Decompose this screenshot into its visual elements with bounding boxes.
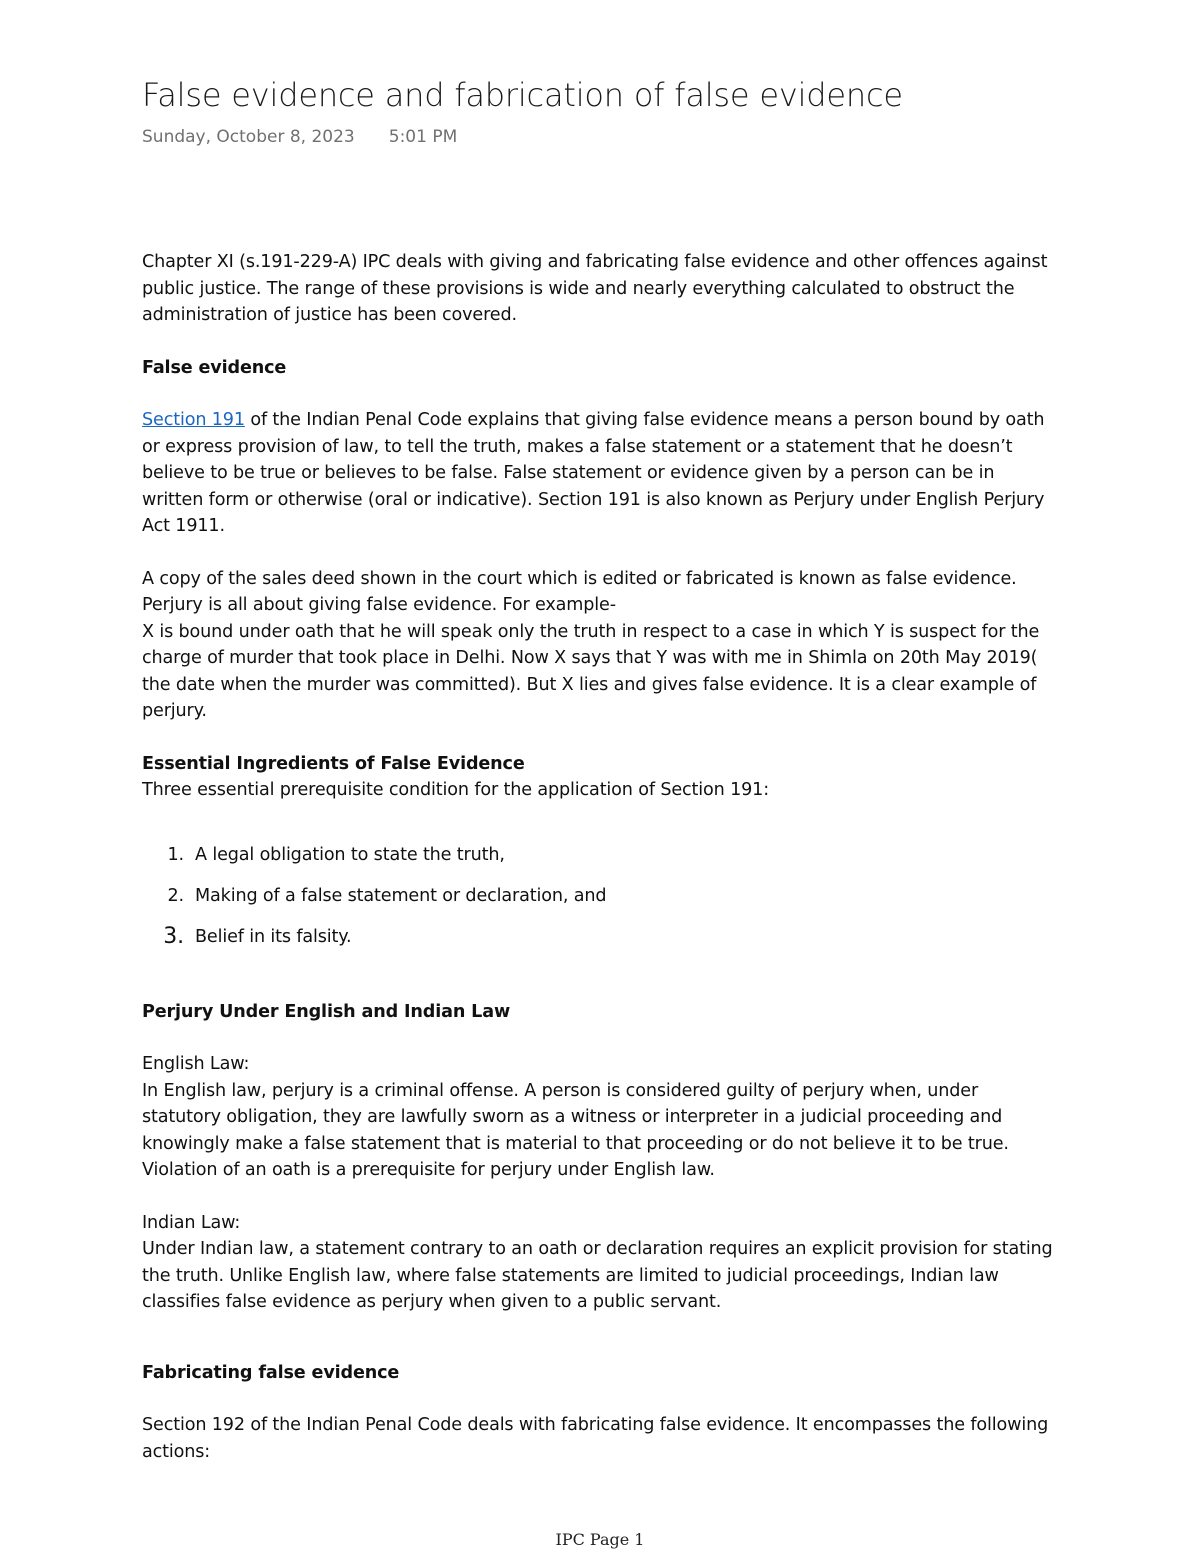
heading-perjury-law: Perjury Under English and Indian Law bbox=[142, 1001, 511, 1022]
page-title: False evidence and fabrication of false evidence bbox=[142, 76, 903, 114]
section-191-text: of the Indian Penal Code explains that giving false evidence means a person bound by oath or express provision of law, to tell the truth, makes a false statement or a statement that he doesn’t believe to be true or believes to be false. False statement or evidence given by a person can be in written form or otherwise (oral or indicative). Section 191 is also known as Perjury under English Perjury Act 1911. bbox=[142, 410, 1045, 536]
list-number: 1. bbox=[167, 844, 184, 865]
list-item bbox=[142, 883, 1057, 909]
intro-paragraph: Chapter XI (s.191-229-A) IPC deals with giving and fabricating false evidence and other offences against public justice. The range of these provisions is wide and nearly everything calculated to obstruct the administration of justice has been covered. bbox=[142, 252, 1048, 325]
note-body bbox=[142, 249, 1057, 1465]
list-number: 2. bbox=[167, 885, 184, 906]
list-item-text: Belief in its falsity. bbox=[195, 926, 352, 947]
ingredients-list bbox=[142, 842, 1057, 950]
section-191-link[interactable]: Section 191 bbox=[142, 410, 245, 430]
heading-essential-ingredients: Essential Ingredients of False Evidence bbox=[142, 753, 525, 774]
sales-deed-line: A copy of the sales deed shown in the court which is edited or fabricated is known as false evidence. bbox=[142, 568, 1017, 589]
section-191-paragraph bbox=[142, 407, 1057, 540]
heading-false-evidence: False evidence bbox=[142, 357, 287, 378]
page-footer: IPC Page 1 bbox=[555, 1530, 645, 1549]
indian-law-paragraph: Under Indian law, a statement contrary to an oath or declaration requires an explicit provision for stating the truth. Unlike English law, where false statements are limited to judicial proceedings, Indian law classifies false evidence as perjury when given to a public servant. bbox=[142, 1239, 1053, 1312]
list-item-text: A legal obligation to state the truth, bbox=[195, 844, 505, 865]
fabricating-paragraph: Section 192 of the Indian Penal Code deals with fabricating false evidence. It encompasses the following actions: bbox=[142, 1415, 1049, 1462]
heading-fabricating: Fabricating false evidence bbox=[142, 1362, 400, 1383]
page-date: Sunday, October 8, 2023 bbox=[142, 127, 355, 147]
indian-law-label: Indian Law: bbox=[142, 1212, 241, 1233]
example-paragraph: X is bound under oath that he will speak only the truth in respect to a case in which Y is suspect for the charge of murder that took place in Delhi. Now X says that Y was with me in Shimla on 20th May 2019( the date when the murder was committed). But X lies and gives false evidence. It is a clear example of perjury. bbox=[142, 621, 1040, 721]
english-law-paragraph: In English law, perjury is a criminal offense. A person is considered guilty of perjury when, under statutory obligation, they are lawfully sworn as a witness or interpreter in a judicial proceeding and knowingly make a false statement that is material to that proceeding or do not believe it to be true. Violation of an oath is a prerequisite for perjury under English law. bbox=[142, 1080, 1009, 1180]
list-item-text: Making of a false statement or declaration, and bbox=[195, 885, 607, 906]
page-timestamp bbox=[142, 127, 457, 147]
perjury-example-line: Perjury is all about giving false evidence. For example- bbox=[142, 595, 616, 615]
list-item bbox=[142, 924, 1057, 950]
list-item bbox=[142, 842, 1057, 868]
page-time: 5:01 PM bbox=[388, 127, 458, 147]
english-law-label: English Law: bbox=[142, 1054, 250, 1074]
list-number: 3. bbox=[163, 923, 184, 949]
ingredients-intro: Three essential prerequisite condition for the application of Section 191: bbox=[142, 780, 769, 800]
